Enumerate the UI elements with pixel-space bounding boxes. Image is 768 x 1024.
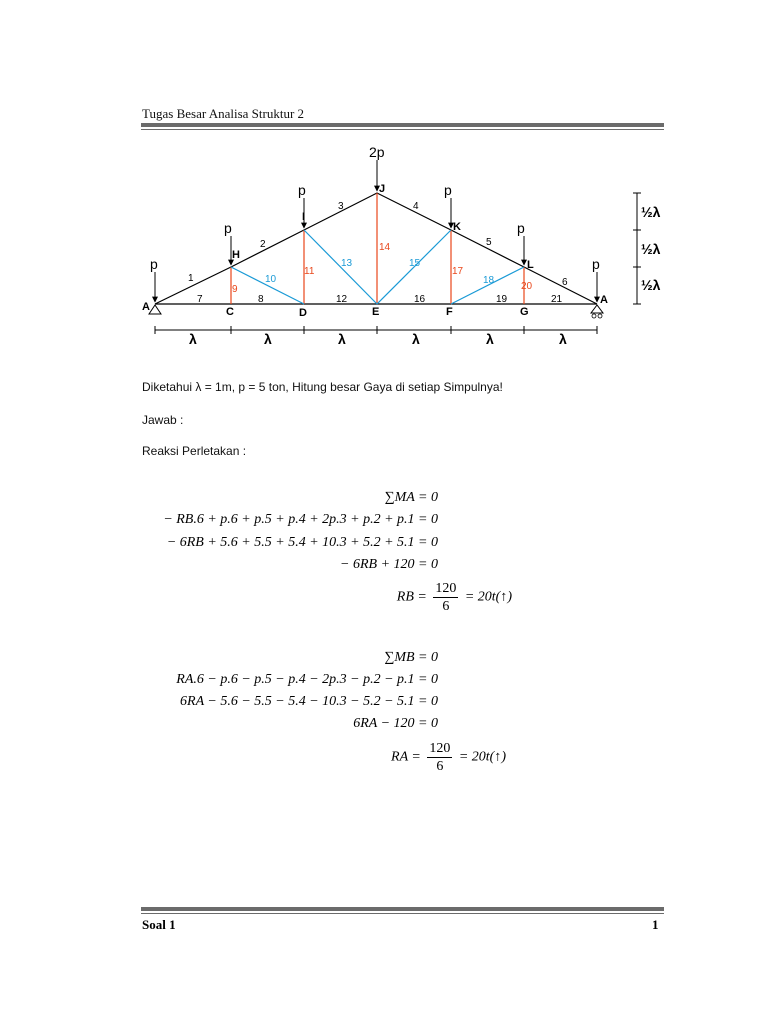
node-labels [142,183,608,319]
result-lhs: RB = [396,589,427,605]
footer-rule [141,907,664,911]
member-label: 4 [413,201,419,212]
roller-wheel-icon [592,314,596,318]
member-label: 18 [483,275,495,286]
node-label: D [299,307,307,319]
load-label: p [224,220,232,236]
equation-line: RA.6 − p.6 − p.5 − p.4 − 2p.3 − p.2 − p.1 = 0 [176,672,438,687]
member-label: 5 [486,237,492,248]
fraction-denominator: 6 [442,599,450,614]
node-label: J [379,183,386,195]
reactions-heading: Reaksi Perletakan : [142,444,247,458]
dimension-label: λ [559,331,567,347]
dimension-label: λ [189,331,197,347]
node-label: L [527,259,534,271]
member-label: 8 [258,294,264,305]
equation-line: − 6RB + 5.6 + 5.5 + 5.4 + 10.3 + 5.2 + 5.1 = 0 [166,535,438,550]
member-label: 3 [338,201,344,212]
member-label: 16 [414,294,426,305]
member-label: 10 [265,274,277,285]
vertical-dimension [633,193,641,304]
member-label: 11 [304,266,315,277]
load-label: p [298,182,306,198]
roller-wheel-icon [598,314,602,318]
member-label: 7 [197,294,203,305]
fraction [433,580,458,615]
horizontal-dimension [155,326,597,334]
member-label: 13 [341,258,353,269]
footer-rule-thin [141,913,664,914]
node-label: E [372,306,380,318]
equation-line: ∑MB = 0 [384,650,438,665]
node-label: F [446,306,453,318]
height-label: ½λ [641,241,661,257]
fraction [427,740,452,775]
equation-line: − 6RB + 120 = 0 [340,557,438,572]
member-label: 19 [496,294,508,305]
equation-result [391,740,506,775]
equation-result [397,580,512,615]
member-label: 21 [551,294,563,305]
dimension-label: λ [264,331,272,347]
dimension-label: λ [338,331,346,347]
result-lhs: RA = [391,749,421,765]
dimension-labels [189,331,567,347]
fraction-numerator: 120 [429,741,451,756]
load-label: p [444,182,452,198]
node-label: A [142,301,150,313]
equation-line: 6RA − 120 = 0 [353,716,438,731]
equation-line: 6RA − 5.6 − 5.5 − 5.4 − 10.3 − 5.2 − 5.1 = 0 [180,694,438,709]
height-labels [641,204,661,293]
fraction-denominator: 6 [436,759,444,774]
answer-label: Jawab : [142,413,184,427]
member-label: 14 [379,242,391,253]
footer-section-label: Soal 1 [142,917,176,932]
member-label: 1 [188,273,194,284]
node-label: I [302,211,306,223]
equation-line: − RB.6 + p.6 + p.5 + p.4 + 2p.3 + p.2 + p.1 = 0 [163,512,438,527]
result-rhs: = 20t(↑) [458,749,506,765]
roller-support-icon [591,305,603,313]
load-label: p [150,256,158,272]
member-labels-black [188,201,568,305]
node-label: G [520,306,529,318]
member-label: 20 [521,281,533,292]
given-statement: Diketahui λ = 1m, p = 5 ton, Hitung besar Gaya di setiap Simpulnya! [142,380,503,394]
node-label: C [226,306,234,318]
node-label: A [600,294,608,306]
height-label: ½λ [641,204,661,220]
load-label: 2p [369,144,385,160]
header-title: Tugas Besar Analisa Struktur 2 [142,106,305,121]
page-number: 1 [652,917,659,932]
member-label: 15 [409,258,421,269]
member-label: 17 [452,266,464,277]
truss-diagram [0,0,768,360]
result-rhs: = 20t(↑) [464,589,512,605]
load-label: p [592,256,600,272]
node-label: H [232,249,240,261]
equation-line: ∑MA = 0 [384,490,438,505]
member-label: 6 [562,277,568,288]
member-label: 12 [336,294,348,305]
load-labels [150,144,600,272]
member-label: 9 [232,284,238,295]
pin-support-icon [149,305,161,314]
member-label: 2 [260,239,266,250]
height-label: ½λ [641,277,661,293]
dimension-label: λ [486,331,494,347]
load-label: p [517,220,525,236]
node-label: K [453,221,461,233]
vertical-members [231,193,524,304]
dimension-label: λ [412,331,420,347]
member-labels-vertical [232,242,533,295]
fraction-numerator: 120 [435,581,457,596]
